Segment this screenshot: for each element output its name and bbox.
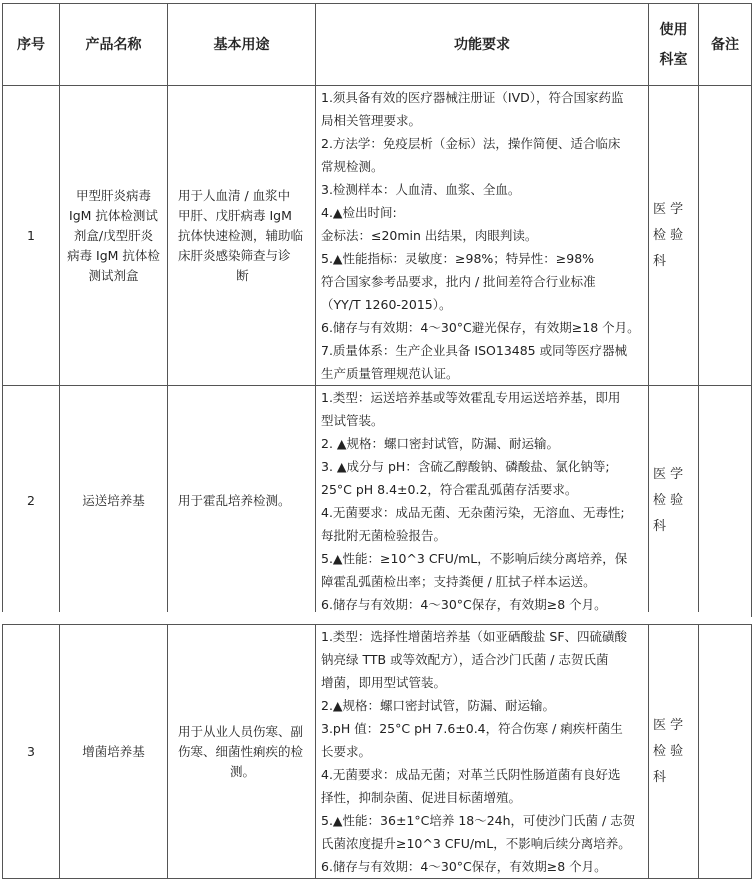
text-line: 测。 <box>229 763 255 779</box>
text-line: 3.pH 值：25°C pH 7.6±0.4，符合伤寒 / 痢疾杆菌生 <box>321 721 623 736</box>
header-product-name: 产品名称 <box>60 4 168 86</box>
text-line: 增菌，即用型试管装。 <box>321 675 447 690</box>
note-cell <box>699 86 752 386</box>
text-line: 长要求。 <box>321 744 372 759</box>
text-line: 2. ▲规格：螺口密封试管，防漏、耐运输。 <box>321 436 560 451</box>
header-function-requirements: 功能要求 <box>316 4 649 86</box>
text-line: 4.▲检出时间: <box>321 205 397 220</box>
text-line: 局相关管理要求。 <box>321 113 422 128</box>
text-line: 伤寒、细菌性痢疾的检 <box>178 743 304 759</box>
text-line: 检 验 <box>653 493 684 508</box>
text-line: 4.无菌要求：成品无菌、无杂菌污染，无溶血、无毒性; <box>321 505 625 520</box>
table-row <box>3 386 752 617</box>
product-name-cell <box>60 386 168 617</box>
text-line: 1.须具备有效的医疗器械注册证（IVD），符合国家药监 <box>321 90 624 105</box>
text-line: 障霍乱弧菌检出率；支持粪便 / 肛拭子样本运送。 <box>321 574 596 589</box>
text-line: 氏菌浓度提升≥10^3 CFU/mL，不影响后续分离培养。 <box>321 836 631 851</box>
product-name-cell <box>60 625 168 879</box>
product-table-continued <box>2 624 752 879</box>
text-line: 甲肝、戊肝病毒 IgM <box>178 207 292 223</box>
text-line: 用于从业人员伤寒、副 <box>178 723 304 739</box>
seq-cell: 3 <box>3 625 60 879</box>
text-line: 2.方法学：免疫层析（金标）法，操作简便、适合临床 <box>321 136 621 151</box>
department-cell <box>649 86 699 386</box>
header-row <box>3 4 752 86</box>
text-line: 医 学 <box>653 717 684 733</box>
header-seq: 序号 <box>3 4 60 86</box>
text-line: 5.▲性能：≥10^3 CFU/mL，不影响后续分离培养，保 <box>321 551 628 566</box>
text-line: 6.储存与有效期：4～30°C避光保存，有效期≥18 个月。 <box>321 320 640 335</box>
text-line: 检 验 <box>653 743 684 759</box>
text-line: IgM 抗体检测试 <box>69 207 158 223</box>
note-cell <box>699 625 752 879</box>
seq-cell: 2 <box>3 386 60 617</box>
text-line: 生产质量管理规范认证。 <box>321 366 459 381</box>
note-cell <box>699 386 752 617</box>
basic-use-cell <box>168 625 316 879</box>
function-requirements-cell <box>316 625 649 879</box>
table-row <box>3 86 752 386</box>
text-line: 医 学 <box>653 467 684 482</box>
text-line: 1.类型：选择性增菌培养基（如亚硒酸盐 SF、四硫磺酸 <box>321 629 628 644</box>
text-line: 金标法：≤20min 出结果，肉眼判读。 <box>321 228 538 243</box>
text-line: 抗体快速检测，辅助临 <box>178 227 304 243</box>
text-line: 测试剂盒 <box>88 267 139 283</box>
text-line: （YY/T 1260-2015）。 <box>321 297 452 312</box>
text-line: 检 验 <box>653 227 684 243</box>
header-department-line1: 使用 <box>659 21 688 38</box>
department-cell <box>649 625 699 879</box>
text-line: 科 <box>653 253 667 269</box>
text-line: 择性，抑制杂菌、促进目标菌增殖。 <box>321 790 522 805</box>
text-line: 4.无菌要求：成品无菌；对革兰氏阴性肠道菌有良好选 <box>321 767 621 782</box>
function-requirements-cell <box>316 386 649 617</box>
header-basic-use: 基本用途 <box>168 4 316 86</box>
page-gap <box>2 612 751 624</box>
product-table <box>2 3 752 617</box>
text-line: 床肝炎感染筛查与诊 <box>178 247 291 263</box>
text-line: 1.类型：运送培养基或等效霍乱专用运送培养基，即用 <box>321 390 621 405</box>
text-line: 3. ▲成分与 pH：含硫乙醇酸钠、磷酸盐、氯化钠等; <box>321 459 610 474</box>
text-line: 6.储存与有效期：4～30°C保存，有效期≥8 个月。 <box>321 597 607 612</box>
product-name-cell <box>60 86 168 386</box>
text-line: 病毒 IgM 抗体检 <box>67 247 160 263</box>
text-line: 医 学 <box>653 201 684 217</box>
header-note: 备注 <box>699 4 752 86</box>
function-requirements-cell <box>316 86 649 386</box>
text-line: 科 <box>653 519 667 534</box>
text-line: 每批附无菌检验报告。 <box>321 528 447 543</box>
text-line: 7.质量体系：生产企业具备 ISO13485 或同等医疗器械 <box>321 343 628 358</box>
text-line: 型试管装。 <box>321 413 384 428</box>
text-line: 2.▲规格：螺口密封试管，防漏、耐运输。 <box>321 698 556 713</box>
text-line: 运送培养基 <box>82 493 145 508</box>
text-line: 6.储存与有效期：4～30°C保存，有效期≥8 个月。 <box>321 859 607 874</box>
text-line: 25°C pH 8.4±0.2，符合霍乱弧菌存活要求。 <box>321 482 578 497</box>
text-line: 甲型肝炎病毒 <box>75 187 151 203</box>
text-line: 增菌培养基 <box>82 743 145 759</box>
text-line: 用于霍乱培养检测。 <box>178 493 291 508</box>
text-line: 断 <box>236 267 249 283</box>
text-line: 5.▲性能指标：灵敏度：≥98%；特异性：≥98% <box>321 251 595 266</box>
department-cell <box>649 386 699 617</box>
text-line: 用于人血清 / 血浆中 <box>178 187 291 203</box>
text-line: 科 <box>653 769 667 785</box>
header-department <box>649 4 699 86</box>
text-line: 钠亮绿 TTB 或等效配方），适合沙门氏菌 / 志贺氏菌 <box>321 652 609 667</box>
text-line: 5.▲性能：36±1°C培养 18～24h，可使沙门氏菌 / 志贺 <box>321 813 636 828</box>
header-department-line2: 科室 <box>659 51 688 68</box>
text-line: 符合国家参考品要求，批内 / 批间差符合行业标准 <box>321 274 596 289</box>
basic-use-cell <box>168 386 316 617</box>
text-line: 常规检测。 <box>321 159 384 174</box>
table-row <box>3 625 752 879</box>
basic-use-cell <box>168 86 316 386</box>
text-line: 3.检测样本：人血清、血浆、全血。 <box>321 182 521 197</box>
text-line: 剂盒/戊型肝炎 <box>73 227 154 243</box>
seq-cell: 1 <box>3 86 60 386</box>
